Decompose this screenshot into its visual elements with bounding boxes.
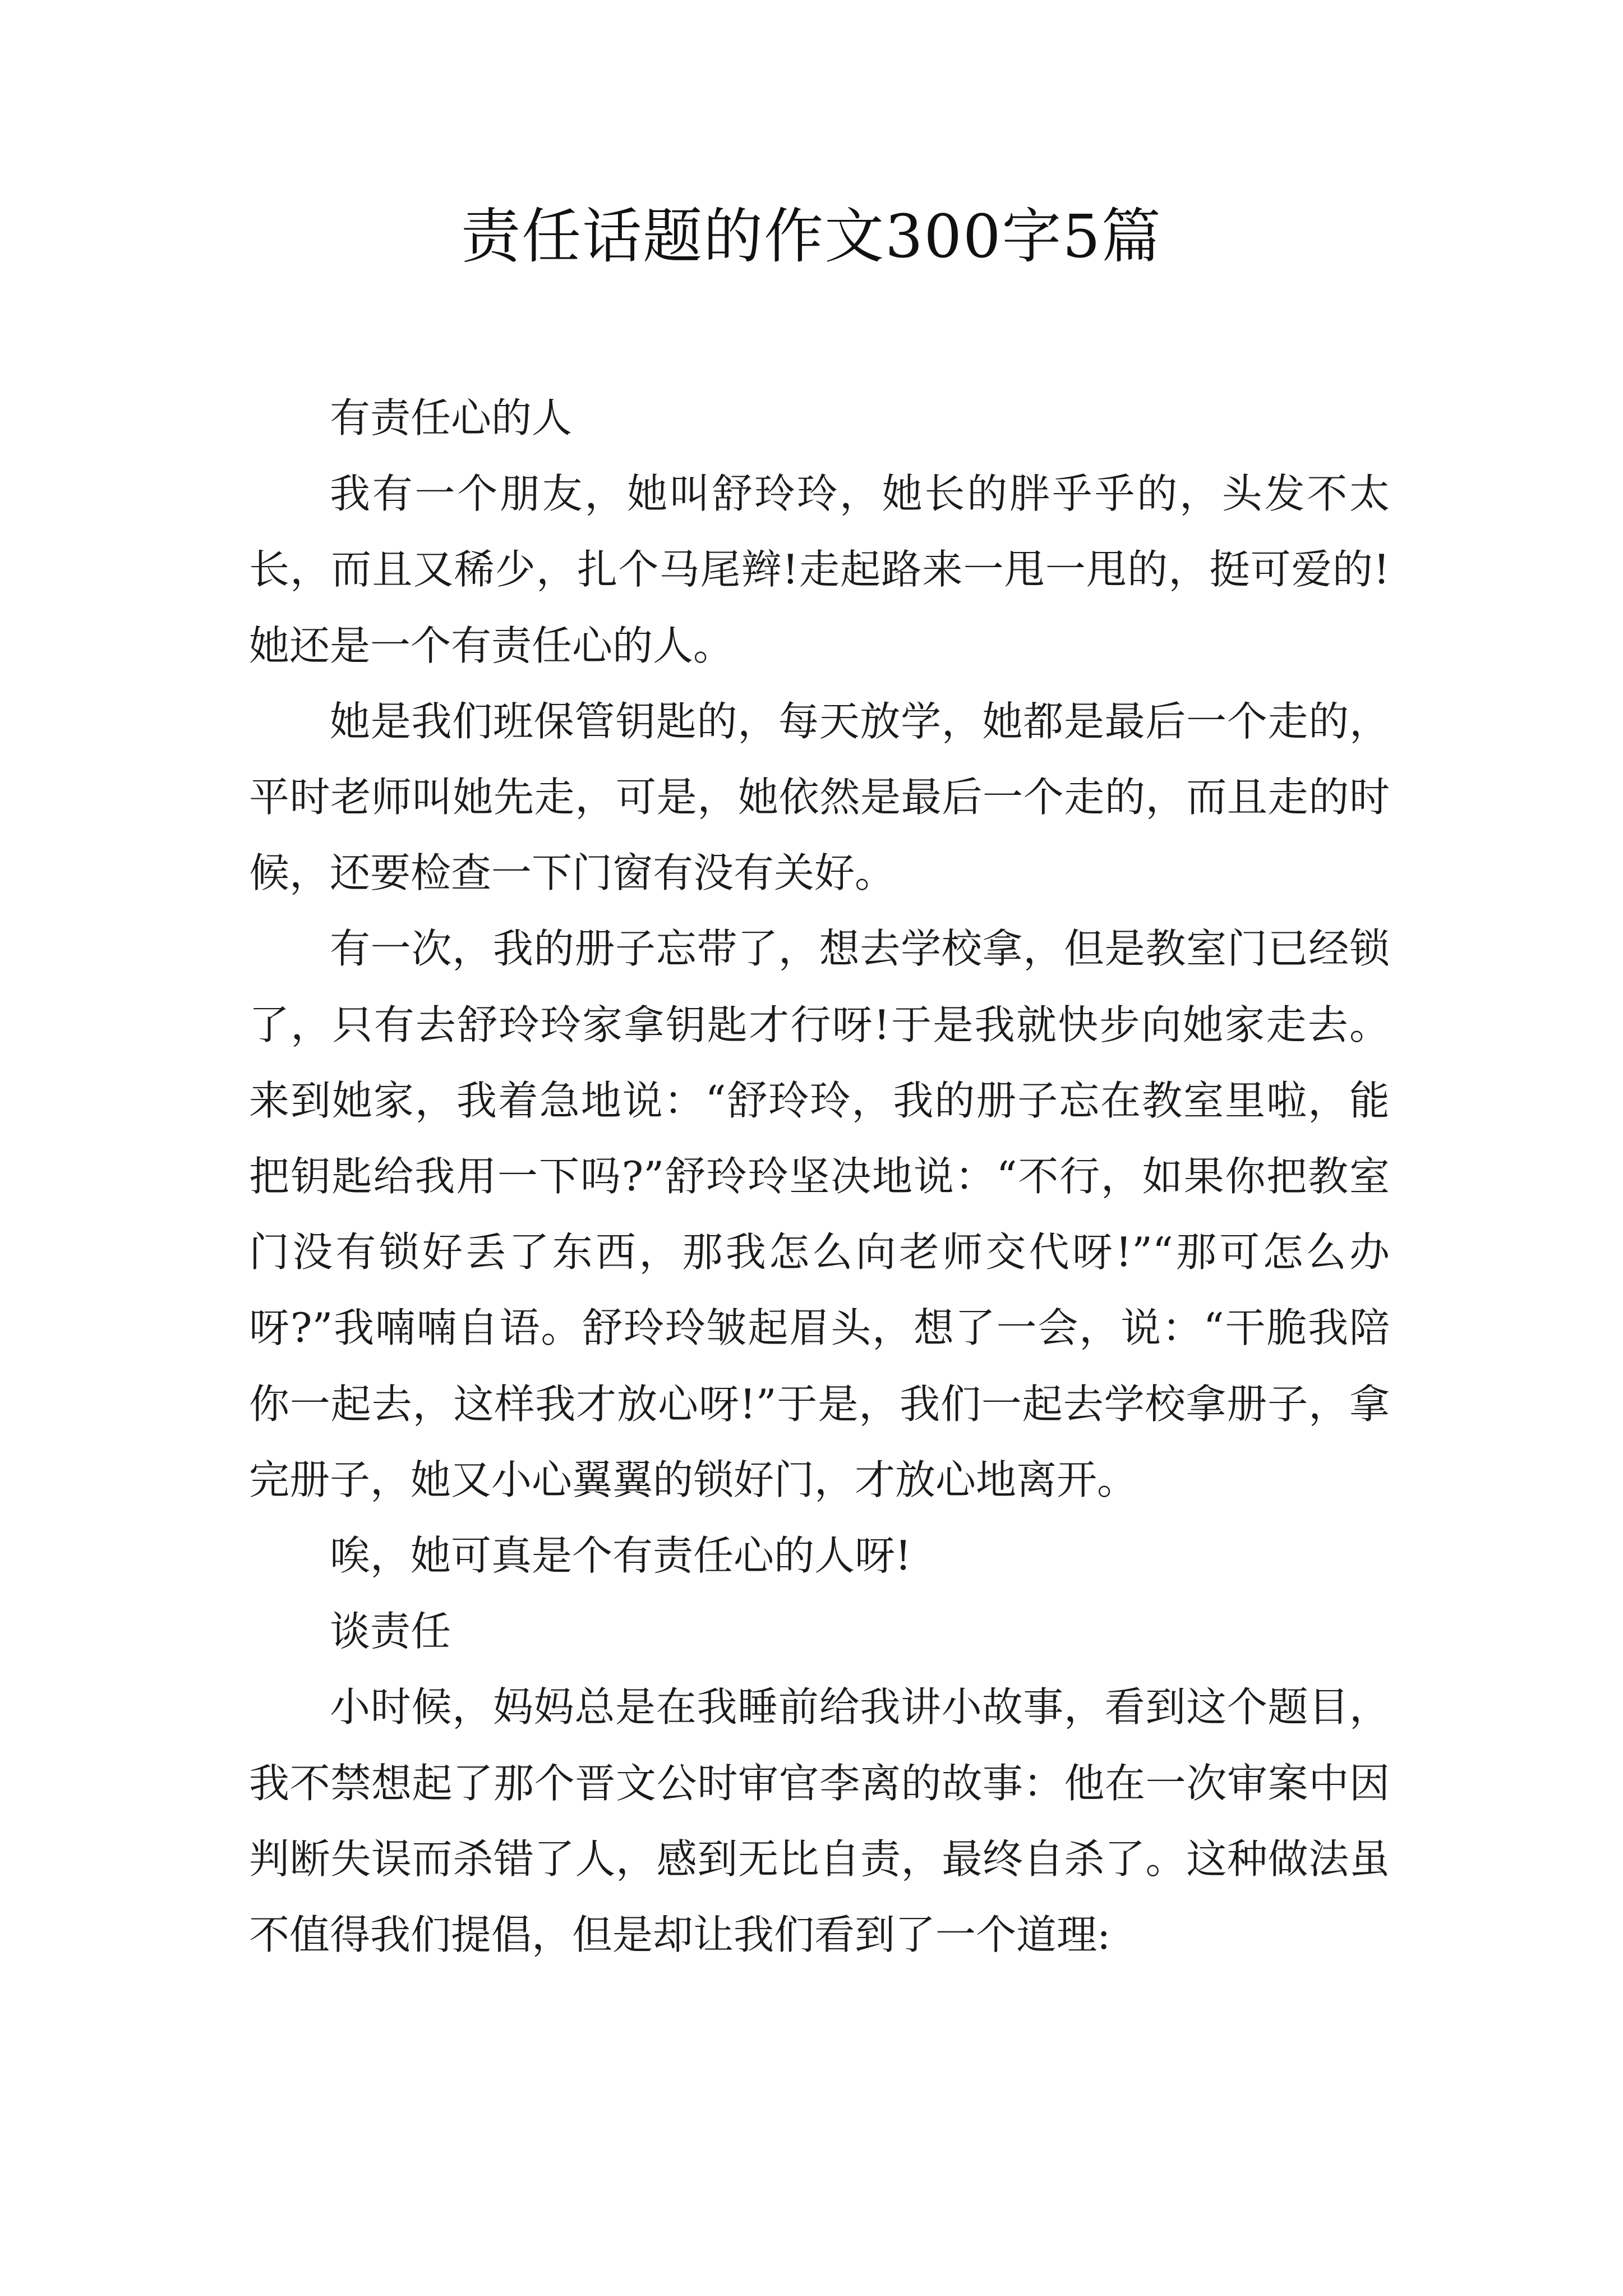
section-heading: 谈责任 (330, 1608, 451, 1655)
paragraph: 她是我们班保管钥匙的，每天放学，她都是最后一个走的，平时老师叫她先走，可是，她依然是最后一个走的，而且走的时候，还要检查一下门窗有没有关好。 (249, 697, 1390, 897)
paragraph: 小时候，妈妈总是在我睡前给我讲小故事，看到这个题目，我不禁想起了那个晋文公时审官李离的故事：他在一次审案中因判断失误而杀错了人，感到无比自责，最终自杀了。这种做法虽不值得我们提倡，但是却让我们看到了一个道理: (249, 1683, 1390, 1959)
section-heading: 有责任心的人 (330, 394, 573, 441)
document-title: 责任话题的作文300字5篇 (461, 202, 1162, 271)
paragraph: 有一次，我的册子忘带了，想去学校拿，但是教室门已经锁了，只有去舒玲玲家拿钥匙才行呀!于是我就快步向她家走去。来到她家，我着急地说：“舒玲玲，我的册子忘在教室里啦，能把钥匙给我用一下吗?”舒玲玲坚决地说：“不行，如果你把教室门没有锁好丢了东西，那我怎么向老师交代呀!”“那可怎么办呀?”我喃喃自语。舒玲玲皱起眉头，想了一会，说：“干脆我陪你一起去，这样我才放心呀!”于是，我们一起去学校拿册子，拿完册子，她又小心翼翼的锁好门，才放心地离开。 (249, 925, 1390, 1503)
paragraph: 我有一个朋友，她叫舒玲玲，她长的胖乎乎的，头发不太长，而且又稀少，扎个马尾辫!走起路来一甩一甩的，挺可爱的!她还是一个有责任心的人。 (249, 470, 1390, 669)
document-body (249, 380, 1390, 1973)
paragraph: 唉，她可真是个有责任心的人呀! (330, 1532, 911, 1580)
